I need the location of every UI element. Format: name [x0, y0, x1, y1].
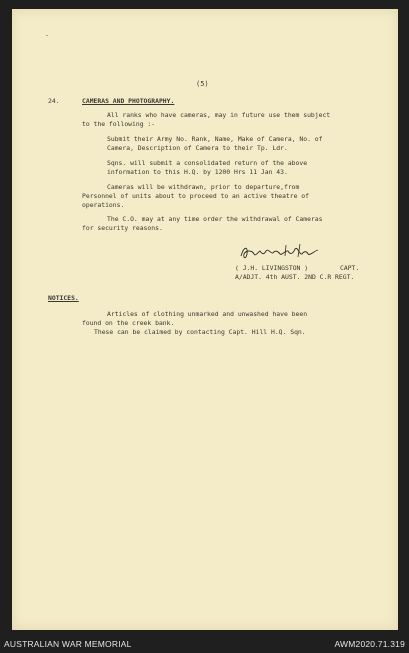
paragraph-line: to the following :- — [82, 120, 156, 128]
notices-heading: NOTICES. — [48, 294, 79, 302]
page-number: (5) — [196, 80, 209, 88]
paragraph-line: The C.O. may at any time order the withdrawal of Cameras — [107, 215, 323, 223]
paragraph-line: operations. — [82, 201, 125, 209]
paragraph-line: Cameras will be withdrawn, prior to departure,from — [107, 183, 300, 191]
paragraph-line: Personnel of units about to proceed to an active theatre of — [82, 192, 310, 200]
paragraph-line: information to this H.Q. by 1200 Hrs 11 Jan 43. — [107, 168, 288, 176]
document-page — [12, 9, 398, 630]
footer-credit: AUSTRALIAN WAR MEMORIAL — [4, 639, 132, 649]
signatory-name: ( J.H. LIVINGSTON ) — [235, 264, 309, 272]
paragraph-line: Camera, Description of Camera to their Tp. Ldr. — [107, 144, 288, 152]
paragraph-line: for security reasons. — [82, 224, 163, 232]
signatory-rank: CAPT. — [340, 264, 360, 272]
section-heading: CAMERAS AND PHOTOGRAPHY. — [82, 97, 175, 105]
handwritten-signature — [238, 242, 328, 262]
notice-line: These can be claimed by contacting Capt. Hill H.Q. Sqn. — [94, 328, 306, 336]
notice-line: Articles of clothing unmarked and unwashed have been — [107, 310, 308, 318]
item-number: 24. — [48, 97, 60, 105]
corner-mark: - — [45, 31, 49, 39]
notice-line: found on the creek bank. — [82, 319, 175, 327]
paragraph-line: Submit their Army No. Rank, Name, Make of Camera, No. of — [107, 135, 323, 143]
footer-accession-number: AWM2020.71.319 — [334, 639, 405, 649]
paragraph-line: All ranks who have cameras, may in future use them subject — [107, 111, 331, 119]
paragraph-line: Sqns. will submit a consolidated return of the above — [107, 159, 308, 167]
signatory-unit: A/ADJT. 4th AUST. 2ND C.R REGT. — [235, 273, 355, 281]
footer-bar — [0, 635, 409, 653]
